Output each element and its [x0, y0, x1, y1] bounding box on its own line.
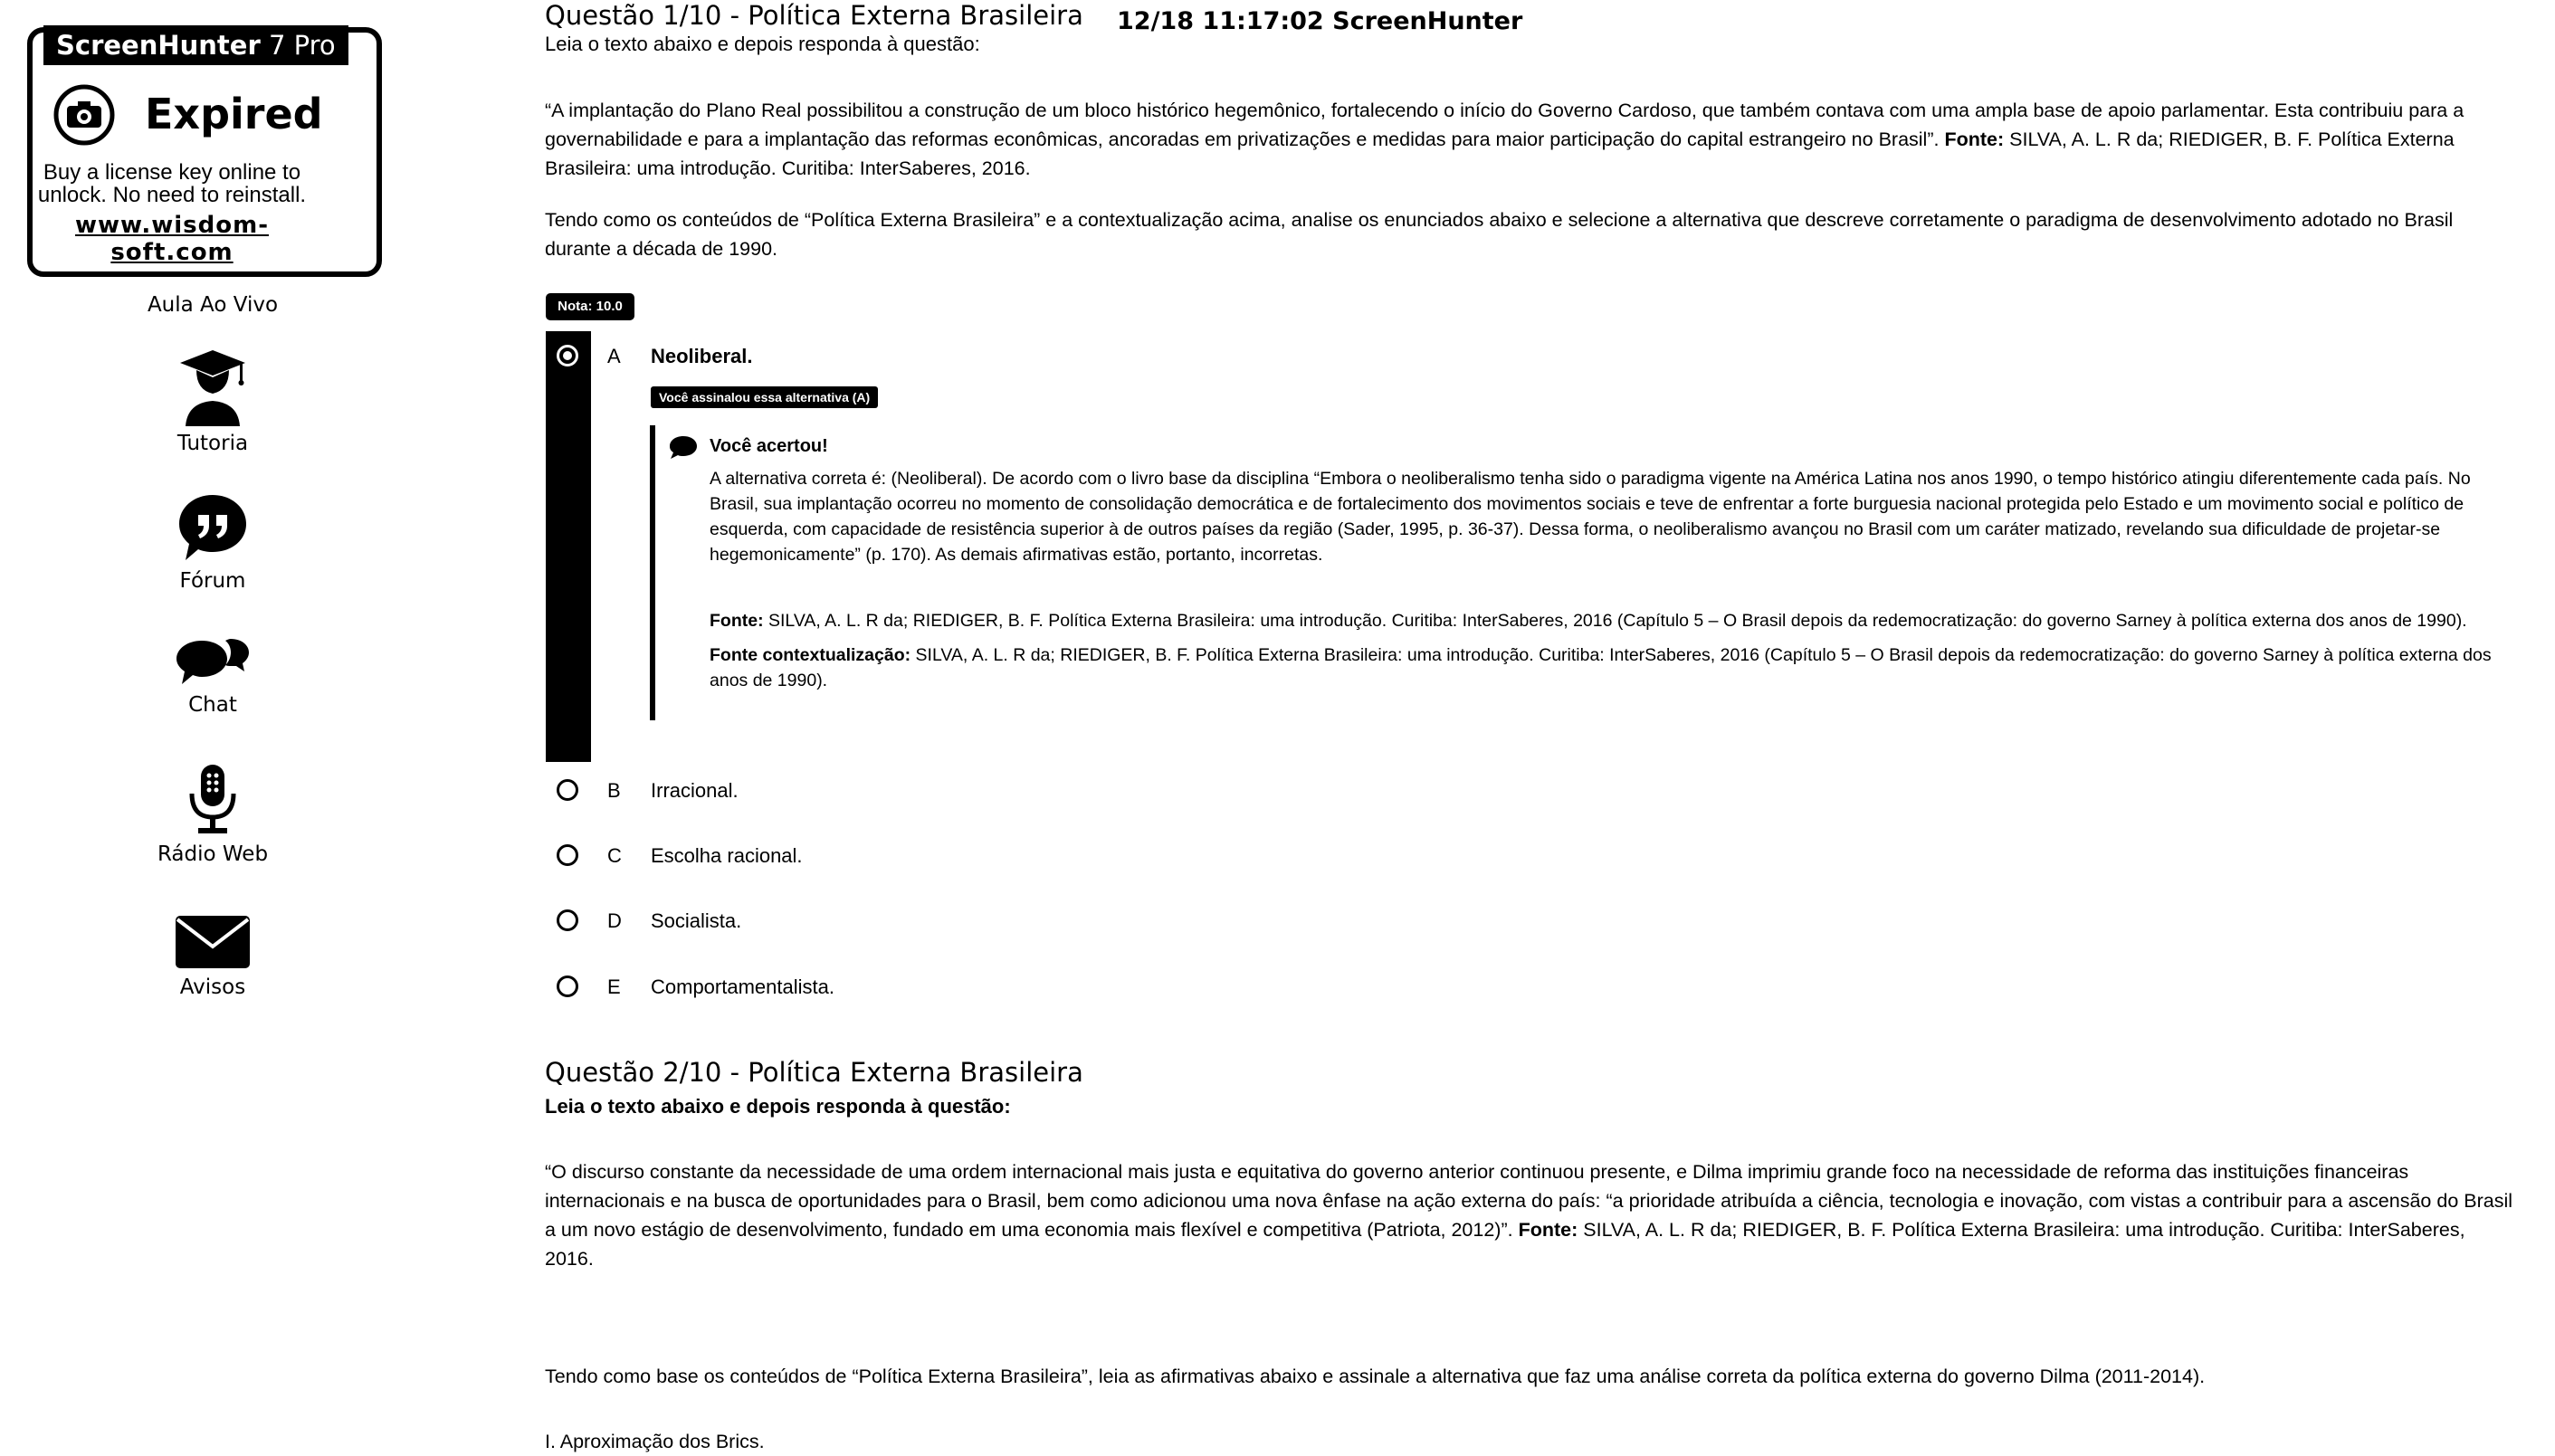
- question-1-title: Questão 1/10 - Política Externa Brasileira: [545, 0, 1083, 31]
- option-b-radio[interactable]: [557, 779, 578, 801]
- option-d-text[interactable]: Socialista.: [651, 909, 742, 932]
- option-a-letter: A: [607, 345, 621, 367]
- option-e-letter: E: [607, 975, 621, 998]
- watermark-url[interactable]: www.wisdom-soft.com: [74, 212, 270, 266]
- option-d-letter: D: [607, 909, 622, 932]
- sidebar-item-label: Tutoria: [176, 432, 249, 455]
- selected-option-bar: [546, 331, 591, 762]
- watermark-status: Expired: [145, 90, 323, 138]
- sidebar-item-avisos[interactable]: [136, 912, 290, 999]
- question-2-prompt: Tendo como base os conteúdos de “Política Externa Brasileira”, leia as afirmativas abaixo e assinale a alternativa que faz uma análise correta da política externa do governo Dilma (2011-2014).: [545, 1366, 2206, 1387]
- feedback-body: A alternativa correta é: (Neoliberal). De acordo com o livro base da disciplina “Embora o neoliberalismo tenha sido o paradigma vigente na América Latina nos anos 1990, o tempo histórico atingiu diferentemente cada país. No Brasil, sua implantação ocorreu no momento de consolidação democrática e de fortalecimento dos movimentos sociais e teve de enfrentar a forte burguesia nacional protegida pelo Estado e um movimento social e político de esquerda, com capacidade de resistência superior à de outros países da região (Sader, 1995, p. 36-37). Dessa forma, o neoliberalismo avançou no Brasil com um caráter matizado, revelando sua dificuldade de projetar-se hegemonicamente” (p. 170). As demais afirmativas estão, portanto, incorretas.: [710, 469, 2471, 565]
- question-2-quote: “O discurso constante da necessidade de uma ordem internacional mais justa e equitativa do governo anterior continuou presente, e Dilma imprimiu grande foco na necessidade de reforma das instituições financeiras internacionais e na busca de oportunidades para o Brasil, bem como adicionou uma nova ênfase na ação externa do país: “a prioridade atribuída a ciência, tecnologia e inovação, com vistas a contribuir para a ascensão do Brasil a um novo estágio de desenvolvimento, fundado em uma economia mais flexível e competitiva (Patriota, 2012)”. Fonte: SILVA, A. L. R da; RIEDIGER, B. F. Política Externa Brasileira: uma introdução. Curitiba: InterSaberes, 2016.: [545, 1161, 2513, 1270]
- chat-bubbles-icon: [175, 633, 251, 688]
- microphone-icon: [186, 763, 240, 837]
- question-2-subtitle: Leia o texto abaixo e depois responda à questão:: [545, 1095, 1011, 1118]
- quote-bubble-icon: [176, 491, 249, 564]
- question-1-quote: “A implantação do Plano Real possibilitou a construção de um bloco histórico hegemônico, fortalecendo o início do Governo Cardoso, que também contava com uma ampla base de apoio parlamentar. Esta contribuiu para a governabilidade e para a implantação das reformas econômicas, ancoradas em privatizações e medidas para maior participação do capital estrangeiro no Brasil”. Fonte: SILVA, A. L. R da; RIEDIGER, B. F. Política Externa Brasileira: uma introdução. Curitiba: InterSaberes, 2016.: [545, 100, 2464, 179]
- sidebar-item-label: Fórum: [179, 569, 246, 593]
- sidebar-item-label: Chat: [188, 693, 237, 717]
- option-a-text[interactable]: Neoliberal.: [651, 345, 753, 367]
- comment-icon: [668, 434, 699, 460]
- feedback-title: Você acertou!: [710, 436, 828, 456]
- feedback-source: Fonte: SILVA, A. L. R da; RIEDIGER, B. F. Política Externa Brasileira: uma introdução. Curitiba: InterSaberes, 2016 (Capítulo 5 – O Brasil depois da redemocratização: do governo Sarney à política externa dos anos de 1990).: [710, 611, 2467, 631]
- sidebar-item-label: Avisos: [179, 975, 246, 999]
- sidebar-item-radio-web[interactable]: [136, 763, 290, 866]
- question-2-statement-1: I. Aproximação dos Brics.: [545, 1431, 765, 1452]
- sidebar-item-forum[interactable]: [136, 491, 290, 593]
- option-c-radio[interactable]: [557, 844, 578, 866]
- feedback-border: [650, 425, 655, 720]
- sidebar-item-aula-ao-vivo[interactable]: Aula Ao Vivo: [147, 293, 279, 317]
- capture-timestamp: 12/18 11:17:02 ScreenHunter: [1117, 7, 1523, 35]
- grade-badge: Nota: 10.0: [546, 293, 634, 320]
- option-e-radio[interactable]: [557, 975, 578, 997]
- sidebar-item-label: Rádio Web: [157, 842, 269, 866]
- feedback-context-source: Fonte contextualização: SILVA, A. L. R da; RIEDIGER, B. F. Política Externa Brasileira: uma introdução. Curitiba: InterSaberes, 2016 (Capítulo 5 – O Brasil depois da redemocratização: do governo Sarney à política externa dos anos de 1990).: [710, 645, 2492, 690]
- sidebar-item-chat[interactable]: [136, 633, 290, 717]
- question-1-prompt: Tendo como os conteúdos de “Política Externa Brasileira” e a contextualização acima, analise os enunciados abaixo e selecione a alternativa que descreve corretamente o paradigma de desenvolvimento adotado no Brasil durante a década de 1990.: [545, 209, 2454, 260]
- graduation-cap-icon: [176, 348, 249, 426]
- watermark-message: Buy a license key online to unlock. No need to reinstall.: [37, 160, 307, 207]
- question-1-subtitle: Leia o texto abaixo e depois responda à questão:: [545, 33, 980, 55]
- watermark-brand: ScreenHunter 7 Pro: [43, 25, 348, 65]
- option-c-letter: C: [607, 844, 622, 867]
- option-e-text[interactable]: Comportamentalista.: [651, 975, 834, 998]
- selected-alternative-badge: Você assinalou essa alternativa (A): [651, 386, 878, 408]
- camera-icon: [52, 83, 116, 147]
- option-d-radio[interactable]: [557, 909, 578, 931]
- question-2-title: Questão 2/10 - Política Externa Brasileira: [545, 1057, 1083, 1088]
- option-a-radio[interactable]: [557, 345, 578, 366]
- option-c-text[interactable]: Escolha racional.: [651, 844, 803, 867]
- option-b-letter: B: [607, 779, 621, 802]
- option-b-text[interactable]: Irracional.: [651, 779, 739, 802]
- sidebar-item-tutoria[interactable]: [136, 348, 290, 455]
- envelope-icon: [174, 912, 252, 970]
